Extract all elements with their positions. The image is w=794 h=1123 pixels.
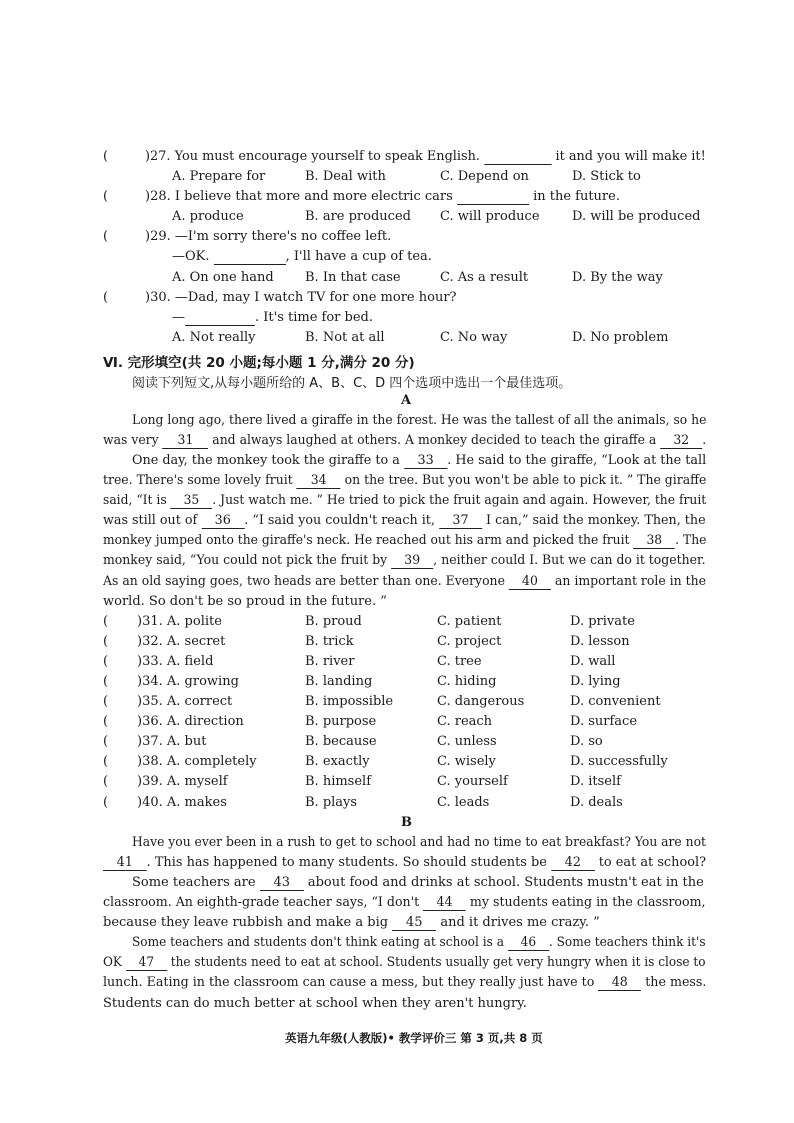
question-number: )30. <box>145 290 171 305</box>
option-a: A. field <box>166 654 214 669</box>
answer-paren: ( <box>103 795 109 810</box>
question-29-line2 <box>172 249 432 265</box>
answer-blank <box>484 150 551 165</box>
option-c: C. reach <box>437 714 493 729</box>
question-30-line2 <box>172 310 373 326</box>
option-d: D. wall <box>570 654 616 669</box>
option-c: C. yourself <box>437 774 508 789</box>
passage-b-letter: B <box>401 815 412 830</box>
passage-text: was still out of <box>103 513 198 528</box>
option-row-38 <box>137 754 257 769</box>
option-b: B. because <box>305 734 377 749</box>
option-d: D. deals <box>570 795 623 810</box>
answer-paren: ( <box>103 189 109 204</box>
option-d: D. lesson <box>570 634 630 649</box>
stem-text: , I'll have a cup of tea. <box>285 249 432 264</box>
option-b: B. plays <box>305 795 358 810</box>
question-number: )39. <box>137 774 163 789</box>
option-c: C. patient <box>437 614 502 629</box>
passage-text: tree. There's some lovely fruit <box>103 473 293 488</box>
blank-33: 33 <box>404 454 447 469</box>
option-d: D. will be produced <box>572 209 701 224</box>
passage-a-letter: A <box>401 393 412 408</box>
option-b: B. impossible <box>305 694 394 709</box>
passage-text: One day, the monkey took the giraffe to a <box>132 453 400 468</box>
option-row-36 <box>137 714 244 729</box>
question-number: )32. <box>137 634 163 649</box>
passage-b-line <box>103 915 600 931</box>
passage-b-line <box>132 935 706 951</box>
option-a: A. secret <box>166 634 226 649</box>
option-b: B. river <box>305 654 355 669</box>
answer-paren: ( <box>103 694 109 709</box>
question-number: )33. <box>137 654 163 669</box>
option-a: A. polite <box>166 614 222 629</box>
passage-text: . The <box>675 533 707 548</box>
passage-a-line <box>103 553 706 569</box>
option-b: B. Not at all <box>305 330 385 345</box>
stem-text: You must encourage yourself to speak English. <box>174 149 481 164</box>
passage-b-line <box>103 895 706 911</box>
option-row-40 <box>137 795 227 810</box>
passage-text: the mess. <box>645 975 707 990</box>
option-row-35 <box>137 694 232 709</box>
stem-text: —OK. <box>172 249 210 264</box>
question-number: )29. <box>145 229 171 244</box>
passage-text: Some teachers are <box>132 875 256 890</box>
answer-paren: ( <box>103 714 109 729</box>
passage-text: . Some teachers think it's <box>548 935 706 950</box>
blank-34: 34 <box>297 474 341 489</box>
option-c: C. As a result <box>440 270 529 285</box>
stem-text: —Dad, may I watch TV for one more hour? <box>174 290 457 305</box>
option-a: A. produce <box>172 209 244 224</box>
option-c: C. dangerous <box>437 694 525 709</box>
question-number: )31. <box>137 614 163 629</box>
option-b: B. Deal with <box>305 169 386 184</box>
option-b: B. landing <box>305 674 373 689</box>
passage-text: said, “It is <box>103 493 167 508</box>
blank-45: 45 <box>392 916 436 931</box>
blank-48: 48 <box>598 976 641 991</box>
question-30-stem <box>145 290 457 305</box>
option-a: A. Prepare for <box>172 169 266 184</box>
option-d: D. convenient <box>570 694 661 709</box>
option-d: D. itself <box>570 774 621 789</box>
blank-43: 43 <box>260 876 304 891</box>
passage-b-line <box>103 955 706 971</box>
answer-paren: ( <box>103 674 109 689</box>
option-d: D. lying <box>570 674 621 689</box>
option-d: D. surface <box>570 714 638 729</box>
question-number: )28. <box>145 189 171 204</box>
passage-b-line: Have you ever been in a rush to get to school and had no time to eat breakfast? You are not <box>132 835 706 850</box>
passage-text: . This has happened to many students. So should students be <box>146 855 547 870</box>
passage-text: and it drives me crazy. ” <box>440 915 600 930</box>
passage-text: . Just watch me. ” He tried to pick the fruit again and again. However, the fruit <box>212 493 707 508</box>
answer-paren: ( <box>103 229 109 244</box>
blank-35: 35 <box>171 494 213 509</box>
option-a: A. correct <box>166 694 233 709</box>
option-a: A. but <box>166 734 207 749</box>
blank-44: 44 <box>423 896 466 911</box>
option-a: A. direction <box>166 714 244 729</box>
passage-text: on the tree. But you won't be able to pick it. ” The giraffe <box>344 473 707 488</box>
passage-text: lunch. Eating in the classroom can cause a mess, but they really just have to <box>103 975 595 990</box>
option-c: C. project <box>437 634 502 649</box>
blank-37: 37 <box>439 514 482 529</box>
passage-text: was very <box>103 433 159 448</box>
blank-40: 40 <box>509 575 551 590</box>
passage-text: the students need to eat at school. Students usually get very hungry when it is close to <box>170 955 706 970</box>
answer-blank <box>457 190 529 205</box>
option-d: D. private <box>570 614 635 629</box>
option-a: A. growing <box>166 674 239 689</box>
blank-39: 39 <box>391 554 433 569</box>
option-c: C. tree <box>437 654 482 669</box>
option-a: A. completely <box>166 754 257 769</box>
answer-paren: ( <box>103 290 109 305</box>
passage-a-line <box>103 493 706 509</box>
answer-paren: ( <box>103 634 109 649</box>
passage-text: monkey said, “You could not pick the fruit by <box>103 553 388 568</box>
option-row-33 <box>137 654 213 669</box>
passage-b-line <box>103 855 706 871</box>
passage-text: , neither could I. But we can do it together. <box>433 553 706 568</box>
question-number: )35. <box>137 694 163 709</box>
option-c: C. No way <box>440 330 508 345</box>
option-c: C. hiding <box>437 674 497 689</box>
stem-text: in the future. <box>533 189 620 204</box>
option-b: B. exactly <box>305 754 370 769</box>
answer-paren: ( <box>103 654 109 669</box>
option-row-37 <box>137 734 206 749</box>
passage-a-line: Long long ago, there lived a giraffe in the forest. He was the tallest of all the animals, so he <box>132 413 707 428</box>
passage-a-line <box>103 513 706 529</box>
option-c: C. will produce <box>440 209 540 224</box>
passage-text: . <box>702 433 707 448</box>
passage-text: about food and drinks at school. Students mustn't eat in the <box>307 875 704 890</box>
passage-text: an important role in the <box>554 574 707 589</box>
page-footer: 英语九年级(人教版)• 教学评价三 第 3 页,共 8 页 <box>285 1031 543 1045</box>
question-number: )37. <box>137 734 163 749</box>
blank-42: 42 <box>551 856 595 871</box>
answer-blank <box>214 250 286 265</box>
passage-b-line: Students can do much better at school when they aren't hungry. <box>103 996 527 1011</box>
blank-47: 47 <box>126 956 167 971</box>
passage-a-line: world. So don't be so proud in the future. ” <box>103 594 387 609</box>
blank-31: 31 <box>163 434 209 449</box>
passage-text: As an old saying goes, two heads are better than one. Everyone <box>103 574 505 589</box>
section-title: Ⅵ. 完形填空(共 20 小题;每小题 1 分,满分 20 分) <box>103 355 415 371</box>
question-number: )36. <box>137 714 163 729</box>
option-c: C. leads <box>437 795 490 810</box>
option-a: A. Not really <box>172 330 256 345</box>
option-row-31 <box>137 614 222 629</box>
passage-a-line <box>132 453 706 469</box>
stem-text: —I'm sorry there's no coffee left. <box>174 229 392 244</box>
passage-a-line <box>103 473 706 489</box>
passage-text: Some teachers and students don't think eating at school is a <box>132 935 504 950</box>
passage-text: . He said to the giraffe, “Look at the tall <box>447 453 707 468</box>
question-number: )40. <box>137 795 163 810</box>
question-number: )27. <box>145 149 171 164</box>
option-b: B. trick <box>305 634 354 649</box>
question-28-stem <box>145 189 620 205</box>
passage-a-line <box>103 533 706 549</box>
passage-text: monkey jumped onto the giraffe's neck. He reached out his arm and picked the fruit <box>103 533 630 548</box>
option-b: B. are produced <box>305 209 411 224</box>
passage-text: to eat at school? <box>598 855 707 870</box>
blank-32: 32 <box>660 434 702 449</box>
passage-a-line <box>103 574 706 590</box>
passage-b-line <box>132 875 704 891</box>
answer-blank <box>185 311 255 326</box>
answer-paren: ( <box>103 149 109 164</box>
question-number: )34. <box>137 674 163 689</box>
answer-paren: ( <box>103 754 109 769</box>
blank-46: 46 <box>508 936 549 951</box>
answer-paren: ( <box>103 734 109 749</box>
passage-text: OK <box>103 955 122 970</box>
passage-text: . “I said you couldn't reach it, <box>244 513 435 528</box>
passage-text: because they leave rubbish and make a big <box>103 915 389 930</box>
blank-36: 36 <box>201 514 244 529</box>
option-c: C. Depend on <box>440 169 529 184</box>
option-b: B. himself <box>305 774 372 789</box>
question-number: )38. <box>137 754 163 769</box>
option-d: D. By the way <box>572 270 663 285</box>
option-a: A. On one hand <box>172 270 274 285</box>
option-row-32 <box>137 634 225 649</box>
option-b: B. proud <box>305 614 362 629</box>
option-d: D. so <box>570 734 603 749</box>
question-29-stem <box>145 229 391 244</box>
question-27-stem <box>145 149 706 165</box>
option-row-39 <box>137 774 228 789</box>
option-d: D. successfully <box>570 754 668 769</box>
passage-text: my students eating in the classroom, <box>469 895 706 910</box>
stem-text: — <box>172 310 185 325</box>
blank-38: 38 <box>633 534 675 549</box>
option-b: B. purpose <box>305 714 377 729</box>
option-d: D. Stick to <box>572 169 641 184</box>
answer-paren: ( <box>103 614 109 629</box>
option-d: D. No problem <box>572 330 669 345</box>
option-row-34 <box>137 674 239 689</box>
option-a: A. myself <box>166 774 228 789</box>
passage-text: I can,” said the monkey. Then, the <box>486 513 706 528</box>
option-b: B. In that case <box>305 270 401 285</box>
answer-paren: ( <box>103 774 109 789</box>
blank-41: 41 <box>103 856 147 871</box>
option-a: A. makes <box>166 795 227 810</box>
passage-text: classroom. An eighth-grade teacher says, “I don't <box>103 895 420 910</box>
section-instruction: 阅读下列短文,从每小题所给的 A、B、C、D 四个选项中选出一个最佳选项。 <box>132 376 572 391</box>
stem-text: it and you will make it! <box>555 149 706 164</box>
stem-text: . It's time for bed. <box>255 310 373 325</box>
option-c: C. unless <box>437 734 497 749</box>
passage-text: and always laughed at others. A monkey decided to teach the giraffe a <box>212 433 657 448</box>
passage-b-line <box>103 975 706 991</box>
passage-a-line <box>103 433 706 449</box>
option-c: C. wisely <box>437 754 496 769</box>
stem-text: I believe that more and more electric cars <box>174 189 453 204</box>
